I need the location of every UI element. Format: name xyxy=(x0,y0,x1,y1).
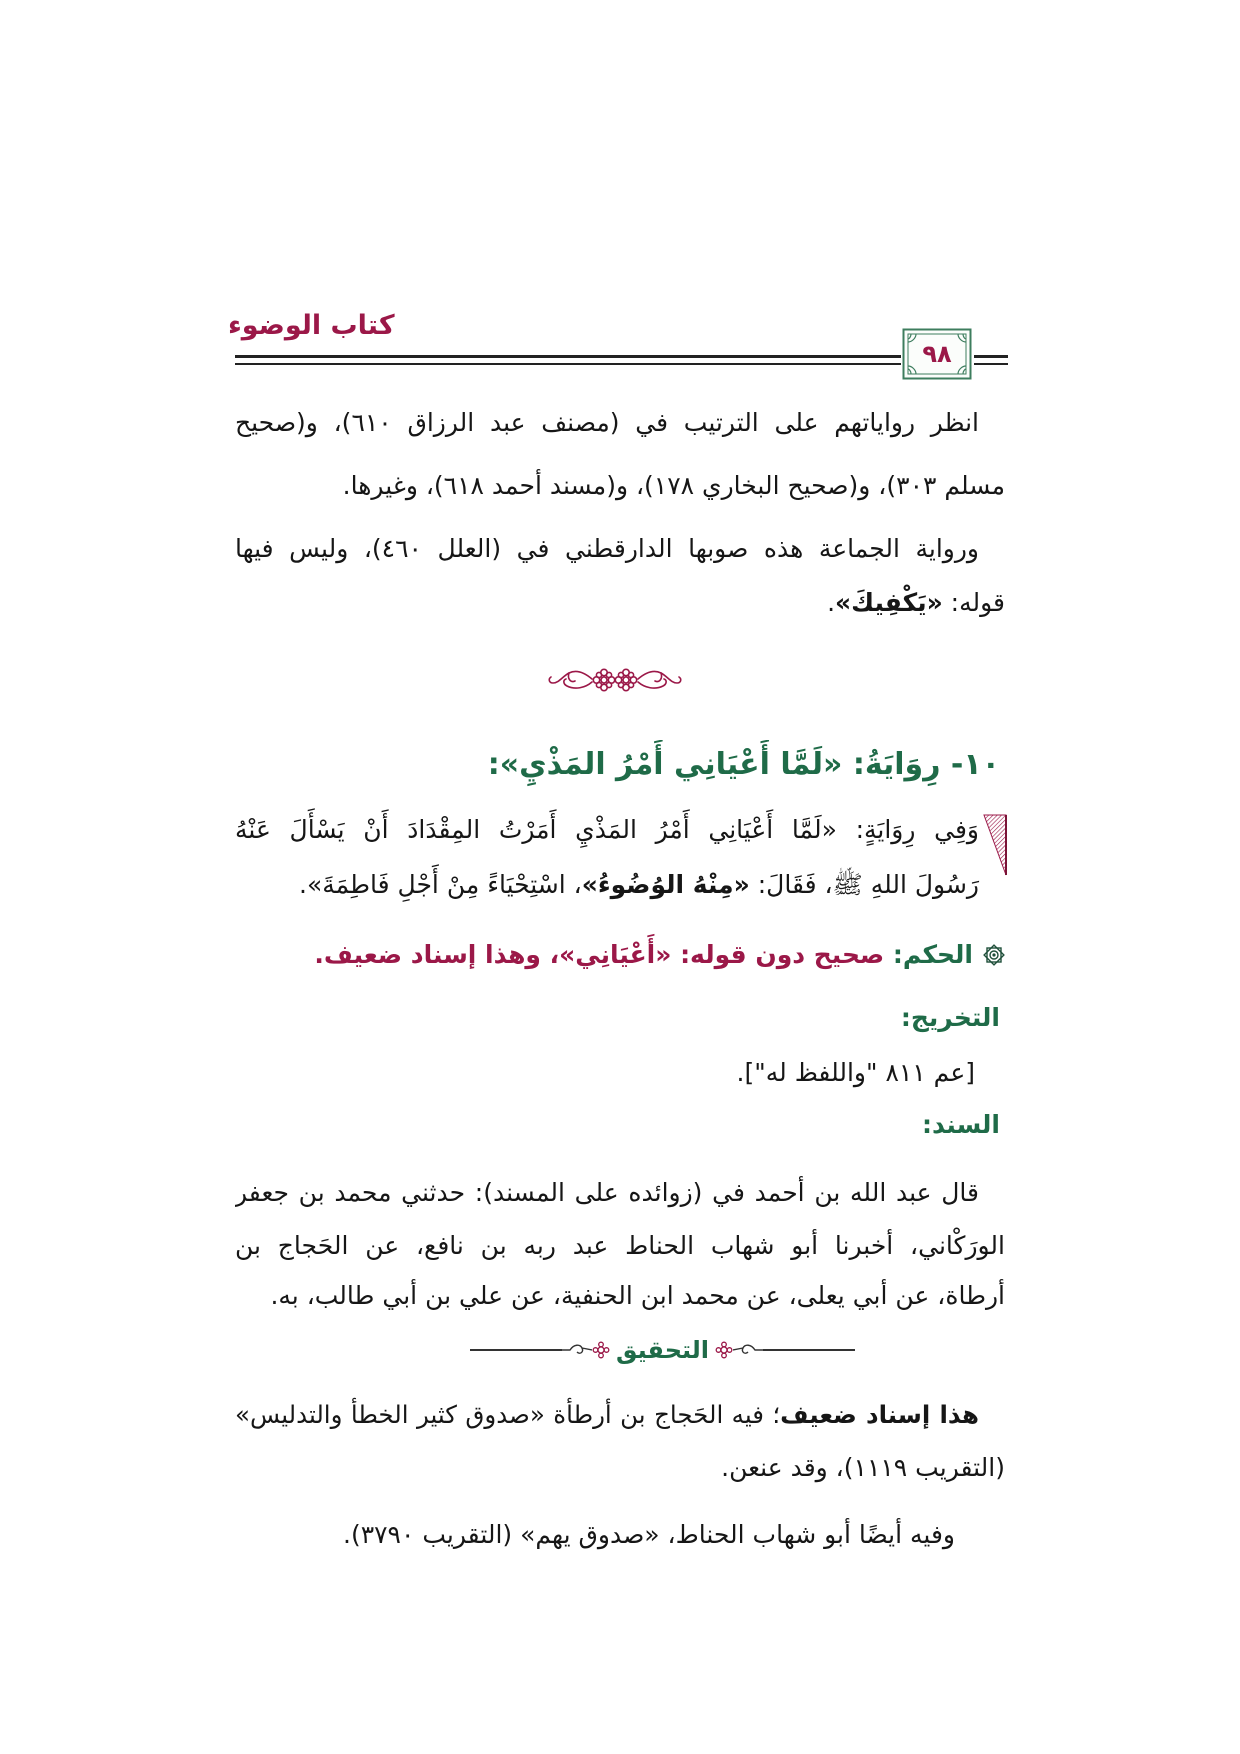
text-run: ، اسْتِحْيَاءً مِنْ أَجْلِ فَاطِمَةَ». xyxy=(299,870,582,899)
rosette-icon xyxy=(592,1341,610,1359)
sanad-line: أرطاة، عن أبي يعلى، عن محمد ابن الحنفية، عن علي بن أبي طالب، به. xyxy=(270,1281,1005,1310)
ruling-text: صحيح دون قوله: «أَعْيَانِي»، وهذا إسناد ضعيف. xyxy=(314,940,885,969)
divider-rule xyxy=(470,1349,562,1351)
paragraph-line xyxy=(235,578,1005,628)
section-heading: ١٠- رِوَايَةُ: «لَمَّا أَعْيَانِي أَمْرُ المَذْيِ»: xyxy=(487,747,1000,782)
ruling-line xyxy=(235,930,1005,980)
tahqiq-line: (التقريب ١١١٩)، وقد عنعن. xyxy=(721,1453,1005,1482)
sanad-line: الورَكْاني، أخبرنا أبو شهاب الحناط عبد ربه بن نافع، عن الحَجاج بن xyxy=(235,1231,1005,1260)
hadith-line xyxy=(235,860,1005,910)
floral-divider-icon xyxy=(545,660,685,700)
tahqiq-title: التحقيق xyxy=(615,1336,710,1364)
bold-quote: «مِنْهُ الوُضُوءُ» xyxy=(581,870,750,899)
sanad-label: السند: xyxy=(921,1110,1000,1139)
page-number-frame xyxy=(902,328,972,380)
text-run: قوله: xyxy=(942,588,1005,617)
flourish-icon xyxy=(733,1340,763,1360)
text-run: رَسُولَ اللهِ ﷺ، فَقَالَ: xyxy=(749,870,979,899)
tahqiq-divider xyxy=(470,1333,855,1367)
text-run: . xyxy=(827,588,836,617)
header-double-rule xyxy=(235,355,901,365)
tahqiq-line: وفيه أيضًا أبو شهاب الحناط، «صدوق يهم» (التقريب ٣٧٩٠). xyxy=(343,1520,955,1549)
divider-rule xyxy=(763,1349,855,1351)
rosette-icon xyxy=(715,1341,733,1359)
flourish-icon xyxy=(562,1340,592,1360)
tahqiq-line xyxy=(235,1390,1005,1440)
bold-verdict: هذا إسناد ضعيف xyxy=(780,1400,979,1429)
takhrij-text: [عم ٨١١ "واللفظ له"]. xyxy=(736,1058,975,1087)
bold-quote: «يَكْفِيكَ» xyxy=(835,588,943,617)
header-double-rule xyxy=(974,355,1008,365)
takhrij-label: التخريج: xyxy=(900,1003,1000,1032)
hadith-line: وَفِي رِوَايَةٍ: «لَمَّا أَعْيَانِي أَمْرُ المَذْيِ أَمَرْتُ المِقْدَادَ أَنْ يَسْأَلَ عَنْهُ xyxy=(235,815,979,844)
page-number: ٩٨ xyxy=(922,340,952,368)
paragraph-line: مسلم ٣٠٣)، و(صحيح البخاري ١٧٨)، و(مسند أحمد ٦١٨)، وغيرها. xyxy=(342,471,1005,500)
running-header-title: كتاب الوضوء xyxy=(228,310,395,341)
text-run: ؛ فيه الحَجاج بن أرطأة «صدوق كثير الخطأ والتدليس» xyxy=(235,1400,781,1429)
paragraph-line: انظر رواياتهم على الترتيب في (مصنف عبد الرزاق ٦١٠)، و(صحيح xyxy=(235,408,979,437)
ruling-label: الحكم: xyxy=(884,940,973,969)
sanad-line: قال عبد الله بن أحمد في (زوائده على المسند): حدثني محمد بن جعفر xyxy=(235,1178,979,1207)
paragraph-line: ورواية الجماعة هذه صوبها الدارقطني في (العلل ٤٦٠)، وليس فيها xyxy=(235,534,979,563)
